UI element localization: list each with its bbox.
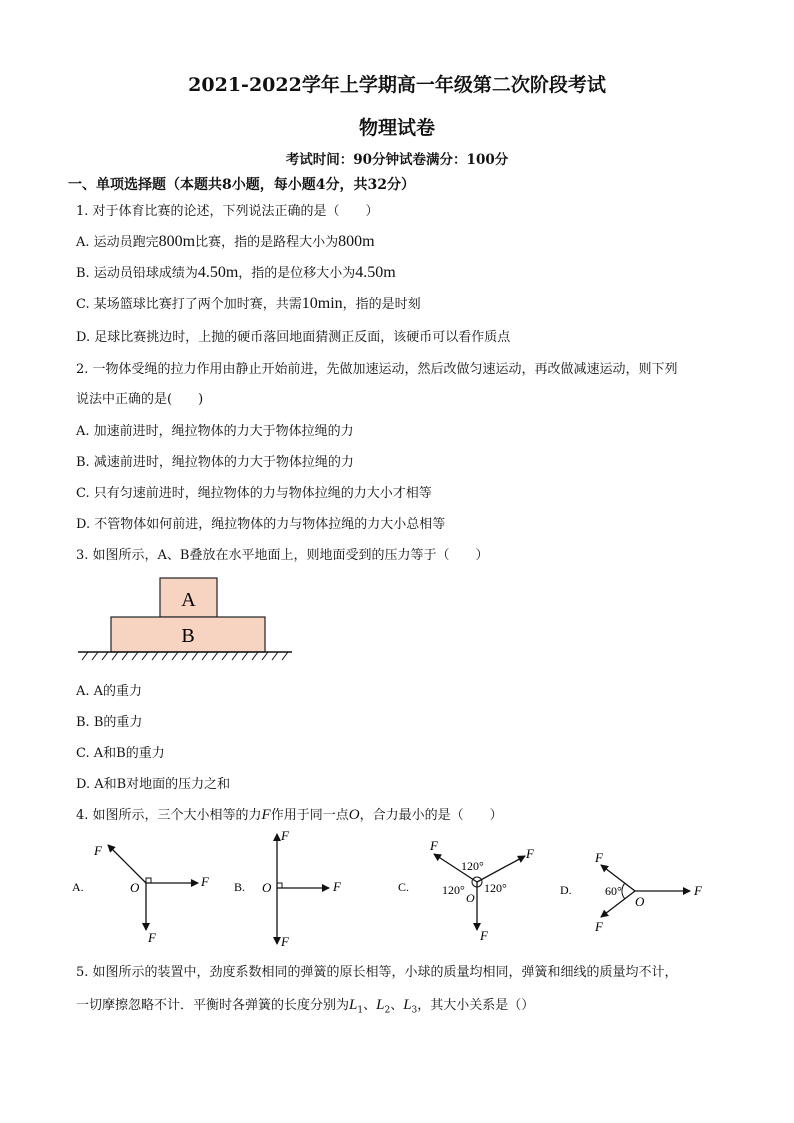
block-b-label: B (181, 625, 195, 647)
q2-option-b: B. 减速前进时，绳拉物体的力大于物体拉绳的力 (76, 455, 354, 470)
block-a-label: A (181, 589, 196, 611)
q3-stem: 3. 如图所示，A、B叠放在水平地面上，则地面受到的压力等于（ ） (76, 548, 489, 563)
page-title: 2021-2022学年上学期高一年级第二次阶段考试 (188, 74, 606, 96)
diagram-c-angle-top: 120° (461, 859, 484, 873)
q2-option-a: A. 加速前进时，绳拉物体的力大于物体拉绳的力 (76, 424, 354, 439)
q5-stem-line2: 一切摩擦忽略不计．平衡时各弹簧的长度分别为$L_1$、$L_2$、$L_3$，其大小关系是（） (76, 997, 535, 1016)
diagram-c-force-up-right: F (526, 846, 534, 861)
diagram-c-point-o: O (466, 891, 475, 905)
ground-hatch (82, 652, 288, 660)
diagram-d-force-right: F (694, 883, 702, 898)
q5-stem-line1: 5. 如图所示的装置中，劲度系数相同的弹簧的原长相等，小球的质量均相同，弹簧和细线的质量均不计， (76, 965, 678, 980)
diagram-c-force-up-left: F (430, 838, 438, 853)
page-subtitle: 物理试卷 (358, 117, 435, 139)
diagram-c-option-label: C. (398, 880, 410, 894)
q3-option-a: A. A的重力 (76, 684, 143, 699)
diagram-b-point-o: O (262, 880, 272, 895)
q1-stem: 1. 对于体育比赛的论述，下列说法正确的是（ ） (76, 204, 379, 219)
diagram-b-force-right: F (333, 879, 341, 894)
q2-stem-line1: 2. 一物体受绳的拉力作用由静止开始前进，先做加速运动，然后改做匀速运动，再改做减速运动，则下列 (76, 362, 678, 377)
diagram-b-force-up: F (281, 828, 289, 843)
exam-meta: 考试时间：90分钟试卷满分：100分 (285, 152, 509, 168)
diagram-a (108, 845, 198, 930)
diagram-c-angle-right: 120° (484, 881, 507, 895)
q2-stem-line2: 说法中正确的是( ) (76, 392, 204, 407)
diagram-a-option-label: A. (72, 880, 84, 894)
diagram-d-point-o: O (635, 894, 645, 909)
diagram-c-force-down: F (480, 928, 488, 943)
diagram-d-angle: 60° (605, 884, 622, 898)
q3-option-b: B. B的重力 (76, 715, 143, 730)
section-heading: 一、单项选择题（本题共8小题，每小题4分，共32分） (68, 177, 415, 193)
diagram-c-angle-left: 120° (442, 883, 465, 897)
q2-option-c: C. 只有匀速前进时，绳拉物体的力与物体拉绳的力大小才相等 (76, 486, 432, 501)
diagram-a-force-right: F (201, 874, 209, 889)
q1-option-a: A. 运动员跑完800m比赛，指的是路程大小为800m (76, 233, 375, 250)
diagram-d-force-up-left: F (595, 850, 603, 865)
q4-stem: 4. 如图所示，三个大小相等的力F作用于同一点O，合力最小的是（ ） (76, 807, 503, 823)
q1-option-c: C. 某场篮球比赛打了两个加时赛，共需10min，指的是时刻 (76, 295, 421, 312)
q4-force-diagrams (68, 828, 748, 954)
diagram-d-force-down-left: F (595, 919, 603, 934)
diagram-b-option-label: B. (234, 880, 246, 894)
diagram-a-point-o: O (130, 880, 140, 895)
q2-option-d: D. 不管物体如何前进，绳拉物体的力与物体拉绳的力大小总相等 (76, 517, 446, 532)
diagram-b (277, 834, 329, 944)
diagram-a-force-up-left: F (94, 843, 102, 858)
diagram-d-option-label: D. (560, 883, 572, 897)
q3-stacked-blocks-figure (74, 574, 298, 664)
q1-option-d: D. 足球比赛挑边时，上抛的硬币落回地面猜测正反面，该硬币可以看作质点 (76, 330, 511, 345)
diagram-b-force-down: F (281, 934, 289, 949)
q3-option-d: D. A和B对地面的压力之和 (76, 777, 231, 792)
q3-option-c: C. A和B的重力 (76, 746, 165, 761)
q1-option-b: B. 运动员铅球成绩为4.50m，指的是位移大小为4.50m (76, 264, 396, 281)
diagram-a-force-down: F (148, 930, 156, 945)
